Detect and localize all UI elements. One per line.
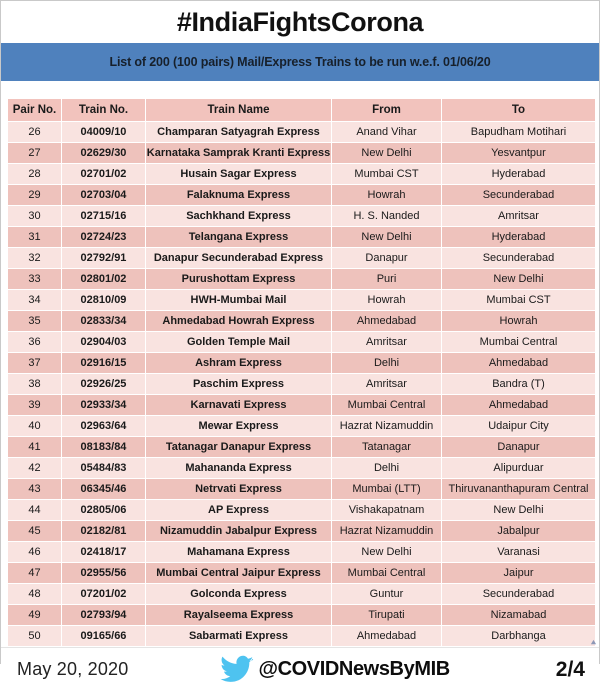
page-title: #IndiaFightsCorona [176, 6, 424, 37]
cell-from: Puri [332, 269, 442, 290]
cell-to: Ahmedabad [442, 395, 596, 416]
table-row [8, 395, 596, 416]
cell-train-no: 02703/04 [62, 185, 146, 206]
cell-pair-no: 48 [8, 584, 62, 605]
cell-pair-no: 37 [8, 353, 62, 374]
cell-pair-no: 34 [8, 290, 62, 311]
footer-twitter-handle[interactable]: @COVIDNewsByMIB [258, 658, 450, 680]
column-header-to: To [442, 99, 596, 122]
cell-train-no: 02418/17 [62, 542, 146, 563]
cell-train-no: 08183/84 [62, 437, 146, 458]
table-row [8, 605, 596, 626]
poster-footer [1, 647, 599, 691]
twitter-bird-icon [220, 656, 254, 684]
cell-train-no: 02724/23 [62, 227, 146, 248]
table-row [8, 164, 596, 185]
cell-train-name: Tatanagar Danapur Express [146, 437, 332, 458]
cell-train-no: 06345/46 [62, 479, 146, 500]
cell-train-name: Purushottam Express [146, 269, 332, 290]
cell-train-name: Champaran Satyagrah Express [146, 122, 332, 143]
table-row [8, 542, 596, 563]
cell-pair-no: 35 [8, 311, 62, 332]
table-row [8, 290, 596, 311]
cell-train-no: 02805/06 [62, 500, 146, 521]
cell-from: Delhi [332, 458, 442, 479]
table-row [8, 185, 596, 206]
cell-to: Nizamabad [442, 605, 596, 626]
cell-from: Ahmedabad [332, 626, 442, 647]
cell-to: Darbhanga [442, 626, 596, 647]
cell-to: Ahmedabad [442, 353, 596, 374]
cell-train-name: Karnavati Express [146, 395, 332, 416]
table-row [8, 500, 596, 521]
cell-pair-no: 26 [8, 122, 62, 143]
cell-to: Varanasi [442, 542, 596, 563]
cell-train-no: 02793/94 [62, 605, 146, 626]
cell-to: Jabalpur [442, 521, 596, 542]
cell-to: Secunderabad [442, 248, 596, 269]
scroll-arrow-icon [590, 639, 597, 646]
cell-train-name: Mahamana Express [146, 542, 332, 563]
cell-train-no: 07201/02 [62, 584, 146, 605]
cell-train-no: 04009/10 [62, 122, 146, 143]
cell-train-name: Nizamuddin Jabalpur Express [146, 521, 332, 542]
cell-pair-no: 30 [8, 206, 62, 227]
cell-pair-no: 36 [8, 332, 62, 353]
table-row [8, 437, 596, 458]
table-row [8, 584, 596, 605]
cell-train-name: AP Express [146, 500, 332, 521]
cell-to: Mumbai CST [442, 290, 596, 311]
table-row [8, 353, 596, 374]
cell-to: Mumbai Central [442, 332, 596, 353]
cell-from: Delhi [332, 353, 442, 374]
table-row [8, 416, 596, 437]
footer-page-number: 2/4 [555, 657, 585, 681]
cell-from: Amritsar [332, 374, 442, 395]
cell-pair-no: 28 [8, 164, 62, 185]
cell-train-no: 05484/83 [62, 458, 146, 479]
cell-to: Hyderabad [442, 227, 596, 248]
cell-pair-no: 27 [8, 143, 62, 164]
cell-train-name: Husain Sagar Express [146, 164, 332, 185]
cell-train-no: 02182/81 [62, 521, 146, 542]
cell-pair-no: 42 [8, 458, 62, 479]
cell-pair-no: 44 [8, 500, 62, 521]
table-row [8, 206, 596, 227]
cell-pair-no: 45 [8, 521, 62, 542]
cell-train-name: Golconda Express [146, 584, 332, 605]
cell-train-name: Mumbai Central Jaipur Express [146, 563, 332, 584]
cell-to: Hyderabad [442, 164, 596, 185]
cell-from: New Delhi [332, 227, 442, 248]
cell-from: Amritsar [332, 332, 442, 353]
cell-to: Bapudham Motihari [442, 122, 596, 143]
cell-pair-no: 50 [8, 626, 62, 647]
cell-to: Yesvantpur [442, 143, 596, 164]
cell-to: New Delhi [442, 269, 596, 290]
cell-from: New Delhi [332, 143, 442, 164]
table-row [8, 143, 596, 164]
cell-train-no: 02629/30 [62, 143, 146, 164]
table-row [8, 563, 596, 584]
cell-train-no: 02833/34 [62, 311, 146, 332]
cell-from: Mumbai CST [332, 164, 442, 185]
cell-from: Hazrat Nizamuddin [332, 521, 442, 542]
cell-to: Secunderabad [442, 584, 596, 605]
cell-train-no: 02933/34 [62, 395, 146, 416]
table-row [8, 521, 596, 542]
cell-train-no: 02701/02 [62, 164, 146, 185]
table-row [8, 374, 596, 395]
cell-to: Thiruvananthapuram Central [442, 479, 596, 500]
footer-date: May 20, 2020 [17, 659, 129, 679]
cell-from: Howrah [332, 290, 442, 311]
train-list-table [7, 98, 596, 647]
cell-train-no: 02792/91 [62, 248, 146, 269]
cell-pair-no: 43 [8, 479, 62, 500]
cell-train-name: Paschim Express [146, 374, 332, 395]
column-header-train-no: Train No. [62, 99, 146, 122]
cell-from: Hazrat Nizamuddin [332, 416, 442, 437]
cell-train-no: 02904/03 [62, 332, 146, 353]
cell-from: Danapur [332, 248, 442, 269]
cell-pair-no: 31 [8, 227, 62, 248]
cell-train-no: 02955/56 [62, 563, 146, 584]
table-row [8, 227, 596, 248]
table-row [8, 479, 596, 500]
cell-train-no: 02926/25 [62, 374, 146, 395]
subtitle-banner [1, 43, 599, 81]
table-container [1, 98, 599, 647]
cell-train-name: Falaknuma Express [146, 185, 332, 206]
cell-train-name: Ahmedabad Howrah Express [146, 311, 332, 332]
cell-pair-no: 39 [8, 395, 62, 416]
cell-from: Tatanagar [332, 437, 442, 458]
cell-train-name: Danapur Secunderabad Express [146, 248, 332, 269]
cell-train-name: Sachkhand Express [146, 206, 332, 227]
cell-to: Amritsar [442, 206, 596, 227]
column-header-train-name: Train Name [146, 99, 332, 122]
cell-from: Vishakapatnam [332, 500, 442, 521]
cell-train-no: 02810/09 [62, 290, 146, 311]
cell-pair-no: 29 [8, 185, 62, 206]
cell-train-name: Sabarmati Express [146, 626, 332, 647]
cell-train-no: 02916/15 [62, 353, 146, 374]
cell-from: Guntur [332, 584, 442, 605]
cell-train-name: Mewar Express [146, 416, 332, 437]
cell-train-name: Mahananda Express [146, 458, 332, 479]
cell-train-name: Ashram Express [146, 353, 332, 374]
cell-from: Howrah [332, 185, 442, 206]
cell-train-no: 02801/02 [62, 269, 146, 290]
cell-pair-no: 46 [8, 542, 62, 563]
table-row [8, 458, 596, 479]
cell-from: Anand Vihar [332, 122, 442, 143]
table-row [8, 626, 596, 647]
cell-to: Howrah [442, 311, 596, 332]
cell-pair-no: 32 [8, 248, 62, 269]
cell-train-name: Telangana Express [146, 227, 332, 248]
cell-train-no: 02963/64 [62, 416, 146, 437]
cell-to: Secunderabad [442, 185, 596, 206]
cell-train-no: 09165/66 [62, 626, 146, 647]
spacer-strip [1, 81, 599, 98]
cell-from: Mumbai Central [332, 563, 442, 584]
table-header-row [8, 99, 596, 122]
cell-pair-no: 49 [8, 605, 62, 626]
footer-handle-group [220, 656, 449, 684]
cell-train-name: Netrvati Express [146, 479, 332, 500]
cell-pair-no: 41 [8, 437, 62, 458]
subtitle-text: List of 200 (100 pairs) Mail/Express Trains to be run w.e.f. 01/06/20 [109, 55, 491, 69]
cell-from: Ahmedabad [332, 311, 442, 332]
table-row [8, 248, 596, 269]
cell-train-name: HWH-Mumbai Mail [146, 290, 332, 311]
cell-train-no: 02715/16 [62, 206, 146, 227]
table-row [8, 311, 596, 332]
cell-pair-no: 38 [8, 374, 62, 395]
cell-to: Udaipur City [442, 416, 596, 437]
cell-to: Danapur [442, 437, 596, 458]
table-row [8, 332, 596, 353]
cell-from: Tirupati [332, 605, 442, 626]
cell-train-name: Golden Temple Mail [146, 332, 332, 353]
cell-to: Bandra (T) [442, 374, 596, 395]
table-row [8, 269, 596, 290]
cell-from: New Delhi [332, 542, 442, 563]
cell-to: Jaipur [442, 563, 596, 584]
cell-to: Alipurduar [442, 458, 596, 479]
column-header-pair-no: Pair No. [8, 99, 62, 122]
cell-pair-no: 33 [8, 269, 62, 290]
cell-from: Mumbai (LTT) [332, 479, 442, 500]
table-header [8, 99, 596, 122]
cell-train-name: Karnataka Samprak Kranti Express [146, 143, 332, 164]
cell-from: Mumbai Central [332, 395, 442, 416]
cell-from: H. S. Nanded [332, 206, 442, 227]
table-row [8, 122, 596, 143]
cell-to: New Delhi [442, 500, 596, 521]
cell-pair-no: 47 [8, 563, 62, 584]
poster-title-bar [1, 1, 599, 43]
cell-pair-no: 40 [8, 416, 62, 437]
column-header-from: From [332, 99, 442, 122]
cell-train-name: Rayalseema Express [146, 605, 332, 626]
table-body [8, 122, 596, 647]
